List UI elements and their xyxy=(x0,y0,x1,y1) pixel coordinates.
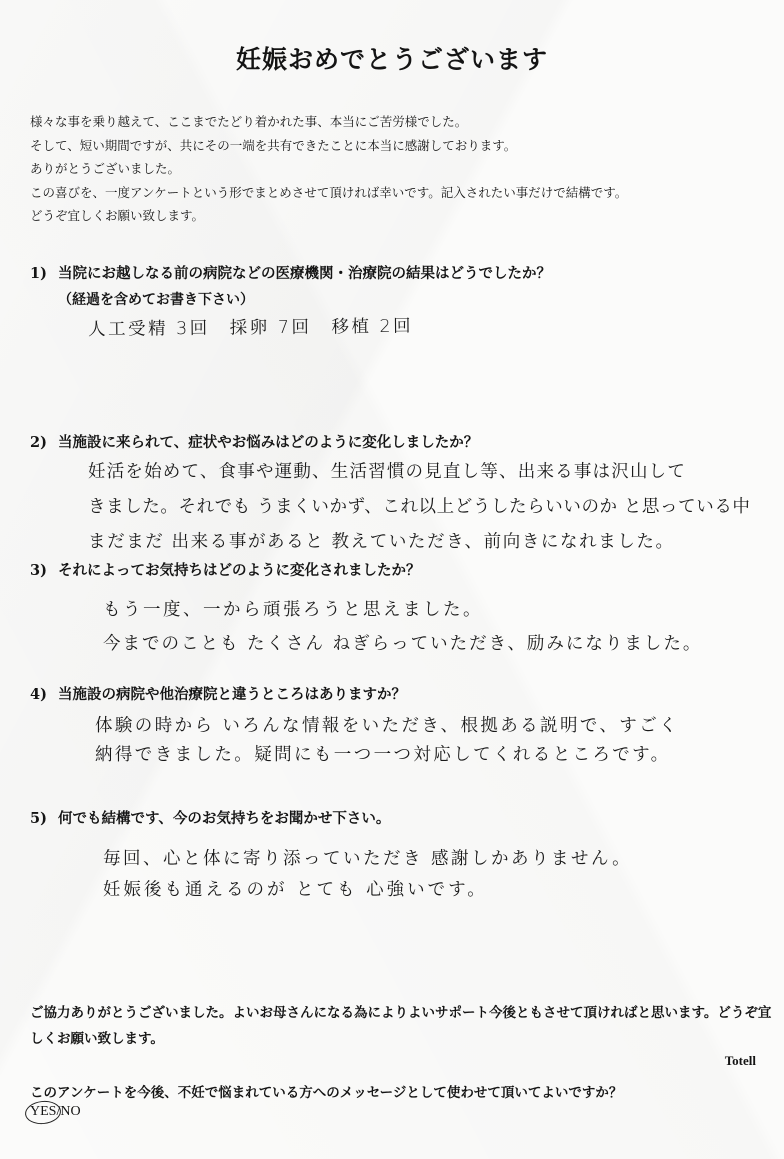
permission-question: このアンケートを今後、不妊で悩まれている方へのメッセージとして使わせて頂いてよいですか？ xyxy=(30,1085,623,1101)
question-4 xyxy=(30,683,406,704)
intro-line: ありがとうございました。 xyxy=(30,161,181,176)
signature: Totell xyxy=(724,1053,756,1068)
yes-no-choice xyxy=(30,1104,81,1120)
page-title: 妊娠おめでとうございます xyxy=(235,45,548,74)
handwritten-answer-3-line-2: 今までのことも たくさん ねぎらっていただき、励みになりました。 xyxy=(103,634,703,654)
handwritten-answer-4-line-1: 体験の時から いろんな情報をいただき、根拠ある説明で、すごく xyxy=(95,716,680,736)
question-text: それによってお気持ちはどのように変化されましたか？ xyxy=(58,562,421,579)
question-number: 2) xyxy=(30,434,47,451)
handwritten-answer-2-line-3: まだまだ 出来る事があると 教えていただき、前向きになれました。 xyxy=(88,532,675,552)
intro-line: 様々な事を乗り越えて、ここまでたどり着かれた事、本当にご苦労様でした。 xyxy=(30,114,468,129)
intro-line: この喜びを、一度アンケートという形でまとめさせて頂ければ幸いです。記入されたい事だけで結構です。 xyxy=(30,184,628,200)
handwritten-answer-5-line-2: 妊娠後も通えるのが とても 心強いです。 xyxy=(103,880,488,900)
handwritten-answer-5-line-1: 毎回、心と体に寄り添っていただき 感謝しかありません。 xyxy=(103,849,633,869)
question-number: 5) xyxy=(30,810,47,827)
question-number: 1) xyxy=(30,265,47,282)
handwritten-answer-2-line-1: 妊活を始めて、食事や運動、生活習慣の見直し等、出来る事は沢山して xyxy=(88,462,687,482)
intro-paragraph xyxy=(30,110,770,228)
question-2 xyxy=(30,431,478,452)
intro-line: どうぞ宜しくお願い致します。 xyxy=(30,208,205,223)
handwritten-answer-1-line-1: 人工受精 3回 採卵 7回 移植 2回 xyxy=(87,316,414,340)
question-5 xyxy=(30,807,390,828)
yes-no-separator: / xyxy=(56,1104,61,1119)
question-1 xyxy=(30,262,551,309)
question-number: 3) xyxy=(30,562,47,579)
question-3 xyxy=(30,559,421,580)
question-text: 何でも結構です、今のお気持ちをお聞かせ下さい。 xyxy=(58,810,391,827)
handwritten-answer-3-line-1: もう一度、一から頑張ろうと思えました。 xyxy=(103,600,483,620)
question-text: 当院にお越しなる前の病院などの医療機関・治療院の結果はどうでしたか？ xyxy=(58,265,551,282)
question-text: 当施設の病院や他治療院と違うところはありますか？ xyxy=(58,686,406,703)
handwritten-answer-4-line-2: 納得できました。疑問にも一つ一つ対応してくれるところです。 xyxy=(95,745,671,765)
yes-label: YES xyxy=(30,1104,57,1119)
yes-option[interactable] xyxy=(30,1104,56,1120)
intro-line: そして、短い期間ですが、共にその一端を共有できたことに本当に感謝しております。 xyxy=(30,137,517,153)
question-text: 当施設に来られて、症状やお悩みはどのように変化しましたか？ xyxy=(58,434,479,451)
no-option[interactable]: NO xyxy=(60,1104,81,1119)
question-number: 4) xyxy=(30,686,47,703)
question-note: （経過を含めてお書き下さい） xyxy=(58,292,254,308)
closing-message: ご協力ありがとうございました。よいお母さんになる為によりよいサポート今後ともさせて頂ければと思います。どうぞ宜しくお願い致します。 xyxy=(30,1005,772,1047)
handwritten-answer-2-line-2: きました。それでも うまくいかず、これ以上どうしたらいいのか と思っている中 xyxy=(88,497,751,517)
